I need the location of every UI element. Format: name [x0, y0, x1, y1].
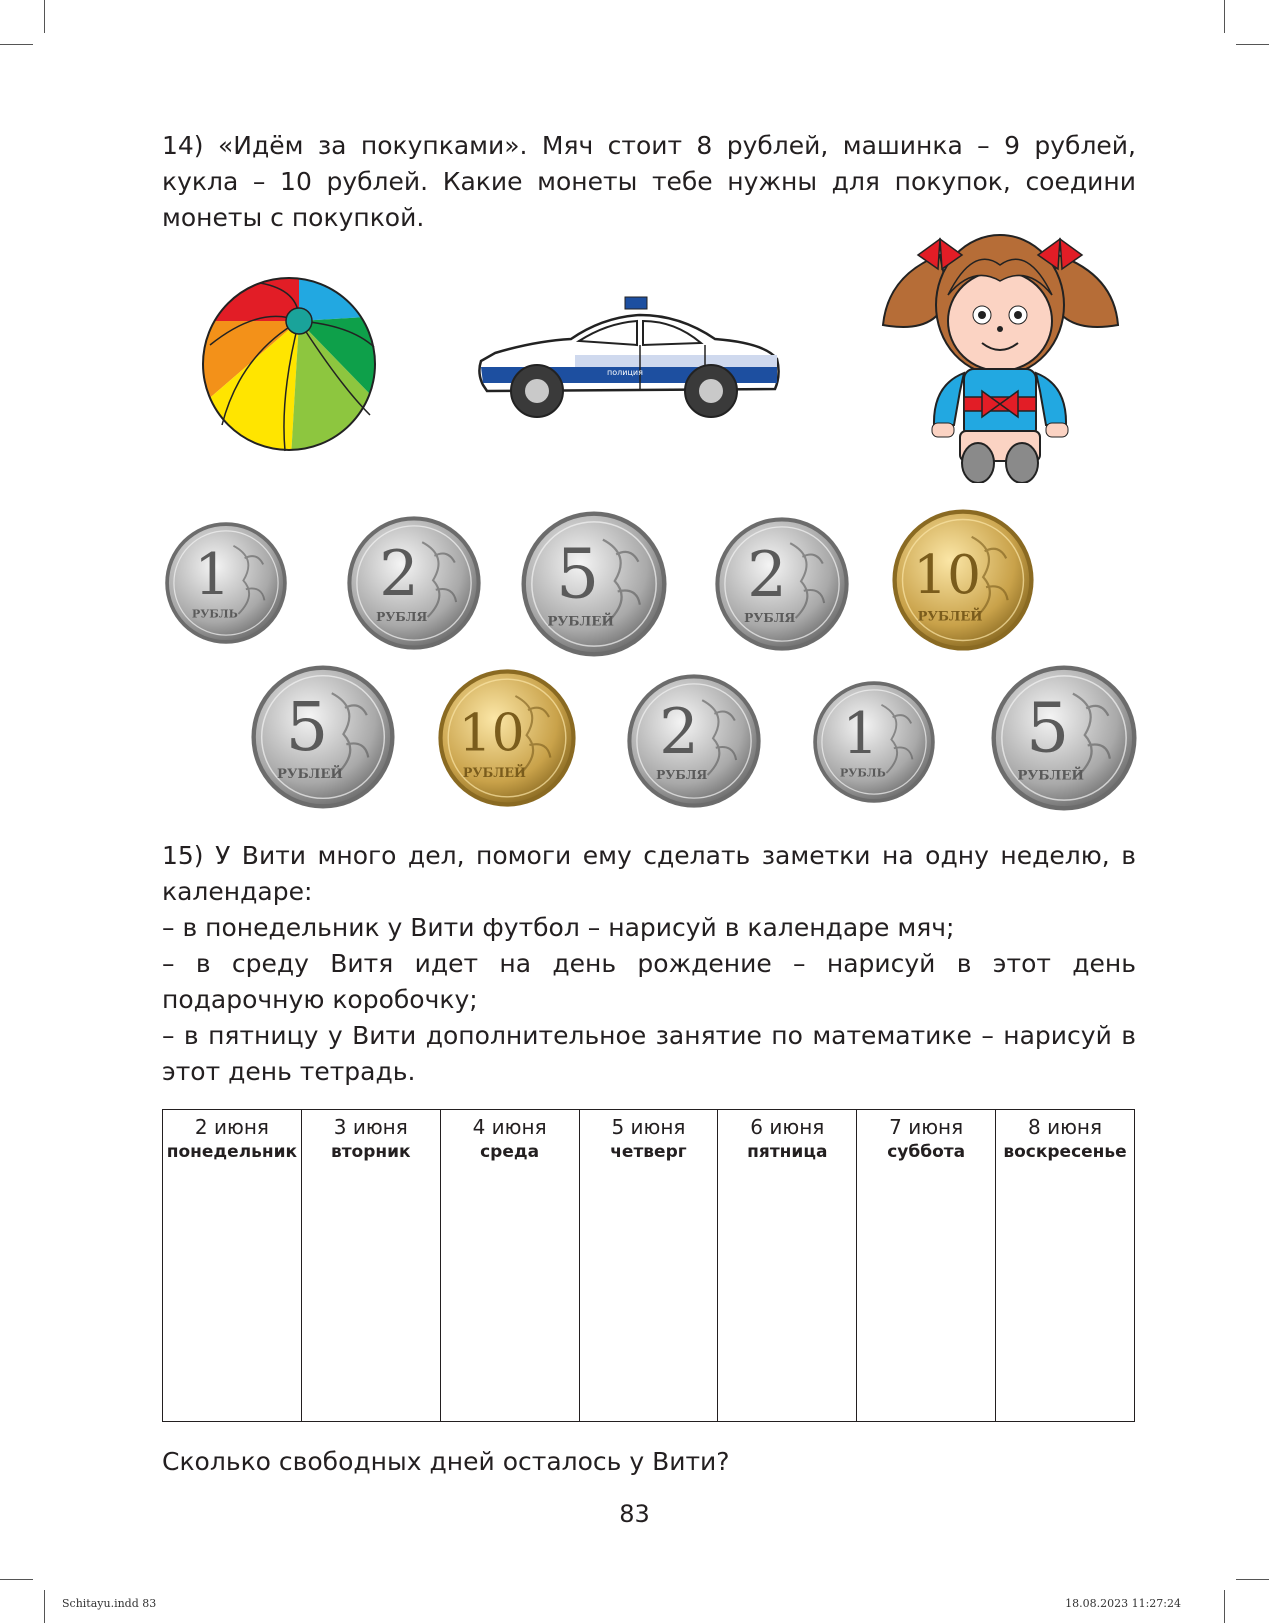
crop-mark — [0, 44, 33, 45]
calendar-day-sunday[interactable] — [996, 1110, 1135, 1422]
calendar-weekday: пятница — [747, 1142, 828, 1162]
coin-word: РУБЛЕЙ — [276, 766, 343, 782]
coin-word: РУБЛЯ — [376, 610, 428, 625]
crop-mark — [1224, 0, 1225, 33]
coin-word: РУБЛЯ — [656, 768, 708, 783]
calendar-day-tuesday[interactable] — [301, 1110, 440, 1422]
task-15-intro: 15) У Вити много дел, помоги ему сделать заметки на одну неделю, в календаре: — [162, 841, 1136, 906]
coin[interactable] — [891, 508, 1035, 652]
crop-mark — [44, 1590, 45, 1623]
slug-right: 18.08.2023 11:27:24 — [1065, 1597, 1181, 1610]
doll-image — [878, 225, 1122, 483]
coin-value: 10 — [913, 543, 982, 606]
crop-mark — [0, 1579, 33, 1580]
crop-mark — [1236, 44, 1269, 45]
crop-mark — [44, 0, 45, 33]
slug-left: Schitayu.indd 83 — [62, 1597, 157, 1610]
coin-value: 2 — [379, 537, 419, 611]
coin[interactable] — [164, 521, 288, 645]
calendar-day-friday[interactable] — [718, 1110, 857, 1422]
coin-value: 5 — [285, 688, 329, 767]
calendar-date: 8 июня — [1028, 1115, 1103, 1139]
police-car-image — [475, 295, 787, 420]
coin-word: РУБЛЬ — [839, 766, 886, 780]
calendar-day-monday[interactable] — [163, 1110, 302, 1422]
calendar-weekday: понедельник — [166, 1142, 298, 1162]
coin-value: 1 — [842, 701, 879, 768]
coin-value: 5 — [1026, 689, 1070, 769]
coin[interactable] — [250, 664, 396, 810]
task-14 — [162, 128, 1136, 236]
calendar-weekday: среда — [480, 1142, 540, 1162]
calendar-date: 6 июня — [750, 1115, 825, 1139]
coin-value: 1 — [194, 542, 231, 609]
coin-word: РУБЛЕЙ — [917, 609, 983, 625]
calendar-date: 2 июня — [194, 1115, 269, 1139]
coin[interactable] — [520, 510, 668, 658]
calendar-date: 7 июня — [889, 1115, 964, 1139]
task-15-item: – в среду Витя идет на день рождение – нарисуй в этот день подарочную коробочку; — [162, 949, 1136, 1014]
coin-value: 5 — [556, 535, 600, 615]
coin-word: РУБЛЬ — [191, 607, 238, 621]
car-label: полиция — [607, 368, 643, 377]
coin-word: РУБЛЯ — [744, 611, 796, 626]
coin-word: РУБЛЕЙ — [462, 765, 526, 781]
coin-word: РУБЛЕЙ — [1017, 767, 1085, 784]
question-text: Сколько свободных дней осталось у Вити? — [162, 1447, 730, 1476]
calendar-day-wednesday[interactable] — [440, 1110, 579, 1422]
calendar-weekday: четверг — [610, 1142, 687, 1162]
coin-value: 2 — [747, 538, 787, 612]
coin-value: 2 — [659, 695, 699, 769]
calendar-weekday: воскресенье — [1003, 1142, 1127, 1162]
calendar-table — [162, 1109, 1135, 1422]
coin-word: РУБЛЕЙ — [547, 613, 615, 630]
task-15-item: – в понедельник у Вити футбол – нарисуй в календаре мяч; — [162, 913, 955, 942]
page-number: 83 — [619, 1500, 650, 1528]
beach-ball-image — [200, 275, 378, 453]
coin[interactable] — [990, 664, 1138, 812]
coin[interactable] — [346, 515, 482, 651]
crop-mark — [1224, 1590, 1225, 1623]
task-15 — [162, 838, 1136, 1090]
crop-mark — [1236, 1579, 1269, 1580]
calendar-weekday: суббота — [887, 1142, 966, 1162]
coin[interactable] — [626, 673, 762, 809]
calendar-day-saturday[interactable] — [857, 1110, 996, 1422]
calendar-day-thursday[interactable] — [579, 1110, 718, 1422]
task-15-item: – в пятницу у Вити дополнительное занятие по математике – нарисуй в этот день тетрадь. — [162, 1021, 1136, 1086]
coin[interactable] — [437, 668, 577, 808]
coin[interactable] — [812, 680, 936, 804]
coin[interactable] — [714, 516, 850, 652]
calendar-date: 3 июня — [333, 1115, 408, 1139]
calendar-weekday: вторник — [330, 1142, 411, 1162]
calendar-date: 4 июня — [472, 1115, 547, 1139]
calendar-date: 5 июня — [611, 1115, 686, 1139]
task-14-text: 14) «Идём за покупками». Мяч стоит 8 рублей, машинка – 9 рублей, кукла – 10 рублей. Какие монеты тебе нужны для покупок, соедини монеты с покупкой. — [162, 131, 1136, 232]
coin-value: 10 — [458, 703, 525, 764]
